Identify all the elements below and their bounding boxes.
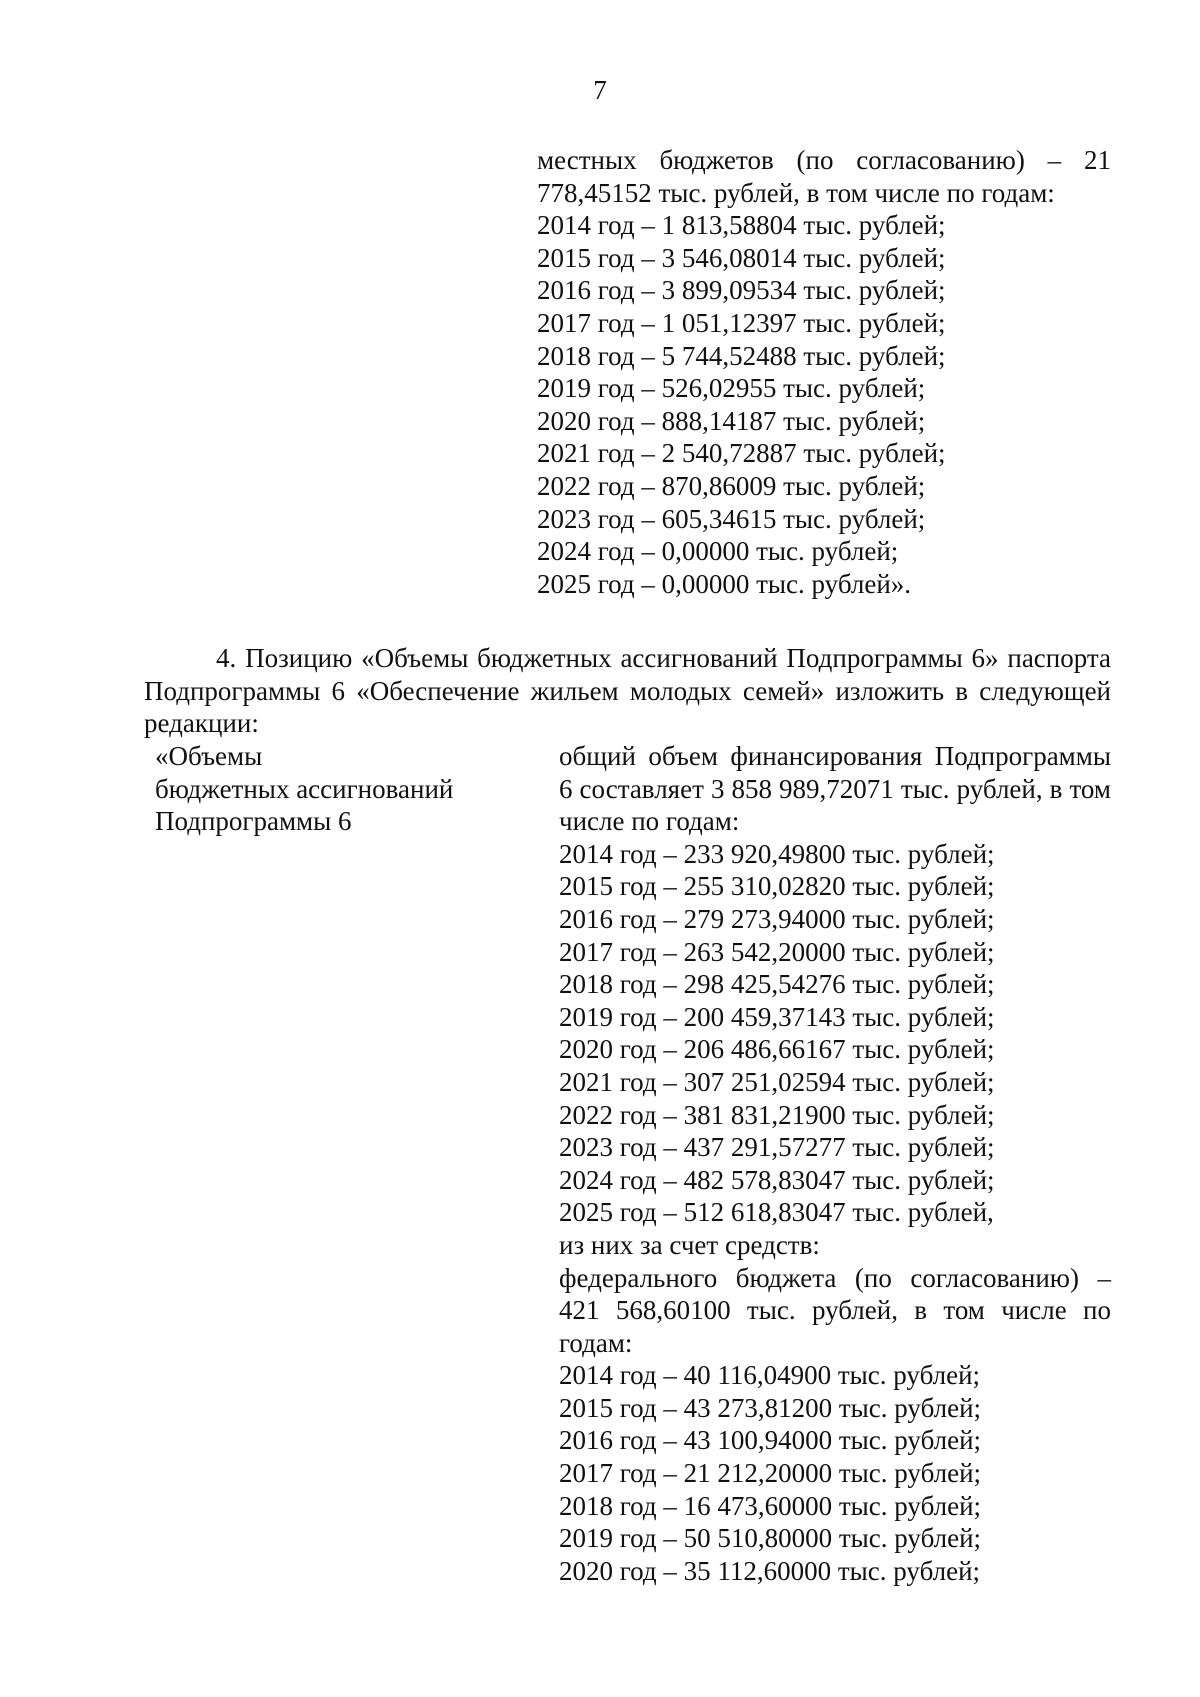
total-year-line: 2022 год – 381 831,21900 тыс. рублей; — [559, 1099, 995, 1130]
passport-label-line: бюджетных ассигнований — [155, 773, 454, 804]
local-budget-year-line: 2021 год – 2 540,72887 тыс. рублей; — [537, 438, 946, 469]
local-budget-year-line: 2016 год – 3 899,09534 тыс. рублей; — [537, 275, 946, 306]
sources-intro: из них за счет средств: — [559, 1229, 820, 1260]
passport-label — [155, 740, 515, 838]
federal-year-line: 2016 год – 43 100,94000 тыс. рублей; — [559, 1425, 982, 1456]
local-budget-year-line: 2023 год – 605,34615 тыс. рублей; — [537, 503, 926, 534]
page-number: 7 — [593, 75, 607, 105]
local-budgets-block — [537, 144, 1111, 600]
total-year-line: 2014 год – 233 920,49800 тыс. рублей; — [559, 838, 995, 869]
passport-value — [559, 740, 1111, 1587]
federal-year-line: 2019 год – 50 510,80000 тыс. рублей; — [559, 1523, 982, 1554]
passport-label-line: «Объемы — [155, 741, 263, 771]
total-year-line: 2016 год – 279 273,94000 тыс. рублей; — [559, 903, 995, 934]
local-budget-year-line: 2018 год – 5 744,52488 тыс. рублей; — [537, 340, 946, 371]
total-year-line: 2017 год – 263 542,20000 тыс. рублей; — [559, 936, 995, 967]
total-year-line: 2020 год – 206 486,66167 тыс. рублей; — [559, 1034, 995, 1065]
federal-budget-intro: федерального бюджета (по согласованию) – 421 568,60100 тыс. рублей, в том числе по годам: — [559, 1262, 1111, 1358]
item-4-paragraph: 4. Позицию «Объемы бюджетных ассигнований Подпрограммы 6» паспорта Подпрограммы 6 «Обеспечение жильем молодых семей» изложить в следующей редакции: — [144, 643, 1111, 739]
total-year-line: 2021 год – 307 251,02594 тыс. рублей; — [559, 1066, 995, 1097]
federal-year-line: 2017 год – 21 212,20000 тыс. рублей; — [559, 1458, 982, 1489]
federal-year-line: 2015 год – 43 273,81200 тыс. рублей; — [559, 1392, 982, 1423]
local-budget-year-line: 2020 год – 888,14187 тыс. рублей; — [537, 405, 926, 436]
local-budget-year-line: 2014 год – 1 813,58804 тыс. рублей; — [537, 210, 946, 241]
local-budget-year-line: 2019 год – 526,02955 тыс. рублей; — [537, 373, 926, 404]
total-year-line: 2023 год – 437 291,57277 тыс. рублей; — [559, 1132, 995, 1163]
local-budget-year-line: 2017 год – 1 051,12397 тыс. рублей; — [537, 307, 946, 338]
total-year-line: 2019 год – 200 459,37143 тыс. рублей; — [559, 1001, 995, 1032]
local-budget-year-line: 2025 год – 0,00000 тыс. рублей». — [537, 568, 912, 599]
total-year-line: 2024 год – 482 578,83047 тыс. рублей; — [559, 1164, 995, 1195]
local-budgets-intro: местных бюджетов (по согласованию) – 21 778,45152 тыс. рублей, в том числе по годам: — [537, 145, 1111, 208]
total-funding-intro: общий объем финансирования Подпрограммы 6 составляет 3 858 989,72071 тыс. рублей, в том числе по годам: — [559, 741, 1111, 837]
local-budget-year-line: 2024 год – 0,00000 тыс. рублей; — [537, 536, 899, 567]
federal-year-line: 2014 год – 40 116,04900 тыс. рублей; — [559, 1360, 981, 1391]
passport-label-line: Подпрограммы 6 — [155, 806, 352, 837]
federal-year-line: 2020 год – 35 112,60000 тыс. рублей; — [559, 1555, 981, 1586]
federal-year-line: 2018 год – 16 473,60000 тыс. рублей; — [559, 1490, 982, 1521]
local-budget-year-line: 2022 год – 870,86009 тыс. рублей; — [537, 470, 926, 501]
total-year-line: 2015 год – 255 310,02820 тыс. рублей; — [559, 871, 995, 902]
total-year-line: 2018 год – 298 425,54276 тыс. рублей; — [559, 969, 995, 1000]
local-budget-year-line: 2015 год – 3 546,08014 тыс. рублей; — [537, 242, 946, 273]
total-year-line: 2025 год – 512 618,83047 тыс. рублей, — [559, 1197, 994, 1228]
